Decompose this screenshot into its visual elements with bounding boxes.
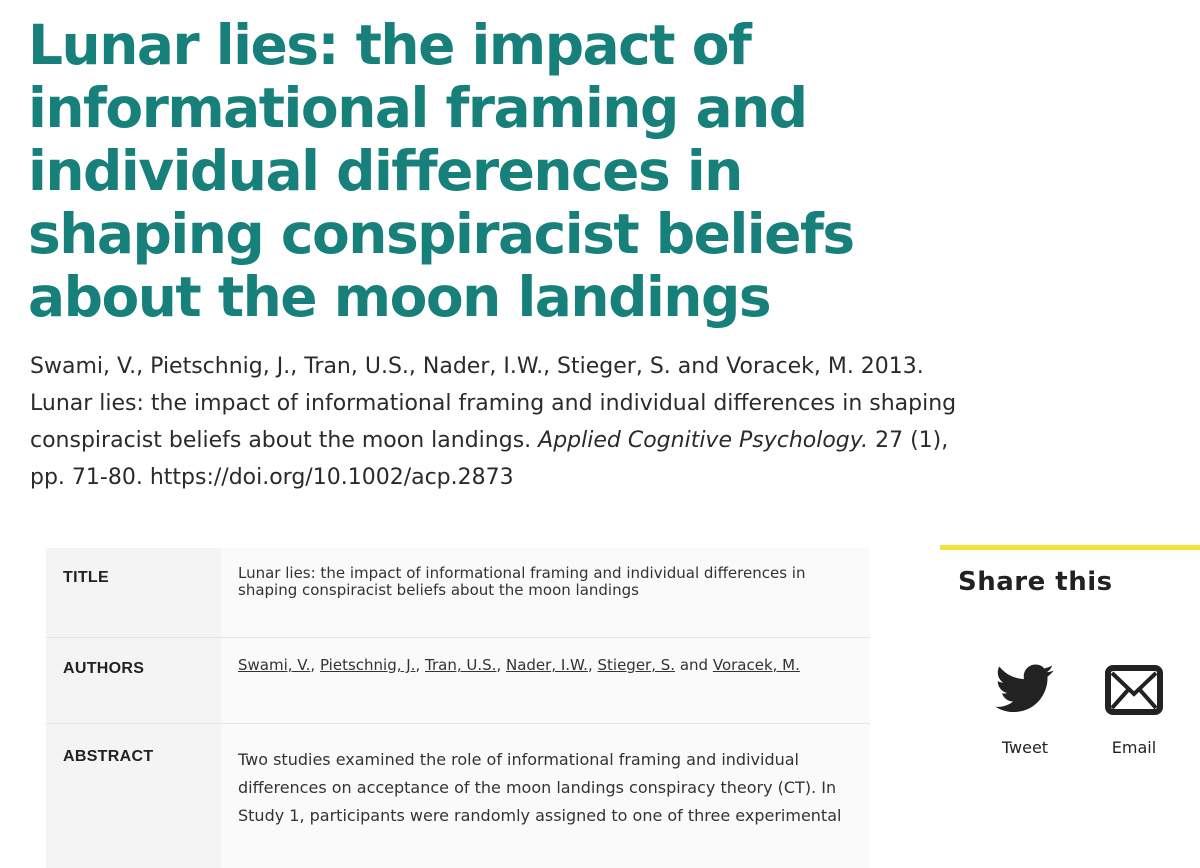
citation bbox=[30, 348, 970, 496]
citation-authors-year: Swami, V., Pietschnig, J., Tran, U.S., Nader, I.W., Stieger, S. and Voracek, M. 2013. bbox=[30, 354, 924, 379]
page-title: Lunar lies: the impact of informational framing and individual differences in shaping conspiracist beliefs about the moon landings bbox=[28, 14, 888, 329]
author-separator: , bbox=[310, 656, 315, 674]
email-button[interactable] bbox=[1089, 664, 1179, 757]
table-row-abstract bbox=[46, 724, 870, 868]
author-link[interactable]: Swami, V. bbox=[238, 656, 310, 674]
citation-journal: Applied Cognitive Psychology. bbox=[538, 428, 868, 453]
author-separator: , bbox=[496, 656, 501, 674]
author-link[interactable]: Nader, I.W. bbox=[506, 656, 588, 674]
title-value: Lunar lies: the impact of informational framing and individual differences in shaping conspiracist beliefs about the moon landings bbox=[221, 548, 870, 638]
author-link[interactable]: Voracek, M. bbox=[713, 656, 800, 674]
twitter-bird-icon bbox=[995, 664, 1055, 716]
author-link[interactable]: Tran, U.S. bbox=[425, 656, 496, 674]
authors-and: and bbox=[680, 656, 708, 674]
table-row-title bbox=[46, 548, 870, 638]
citation-title: Lunar lies: the impact of informational framing and individual differences in shaping conspiracist beliefs about the moon landings. bbox=[30, 391, 956, 453]
tweet-button[interactable] bbox=[980, 664, 1070, 757]
citation-details: 27 (1), pp. 71-80. https://doi.org/10.1002/acp.2873 bbox=[30, 428, 948, 490]
share-accent-bar bbox=[940, 545, 1200, 550]
record-details-table bbox=[46, 548, 870, 868]
author-separator: , bbox=[588, 656, 593, 674]
share-heading: Share this bbox=[958, 567, 1113, 597]
tweet-label: Tweet bbox=[980, 738, 1070, 757]
table-row-authors bbox=[46, 638, 870, 724]
abstract-label: ABSTRACT bbox=[46, 724, 221, 868]
authors-value bbox=[221, 638, 870, 724]
abstract-text: Two studies examined the role of informational framing and individual differences on acceptance of the moon landings conspiracy theory (CT). In Study 1, participants were randomly assigned to one of three experimental bbox=[221, 724, 870, 868]
author-link[interactable]: Stieger, S. bbox=[598, 656, 676, 674]
authors-label: AUTHORS bbox=[46, 638, 221, 724]
title-label: TITLE bbox=[46, 548, 221, 638]
author-separator: , bbox=[415, 656, 420, 674]
email-label: Email bbox=[1089, 738, 1179, 757]
envelope-icon bbox=[1104, 664, 1164, 716]
author-link[interactable]: Pietschnig, J. bbox=[320, 656, 416, 674]
